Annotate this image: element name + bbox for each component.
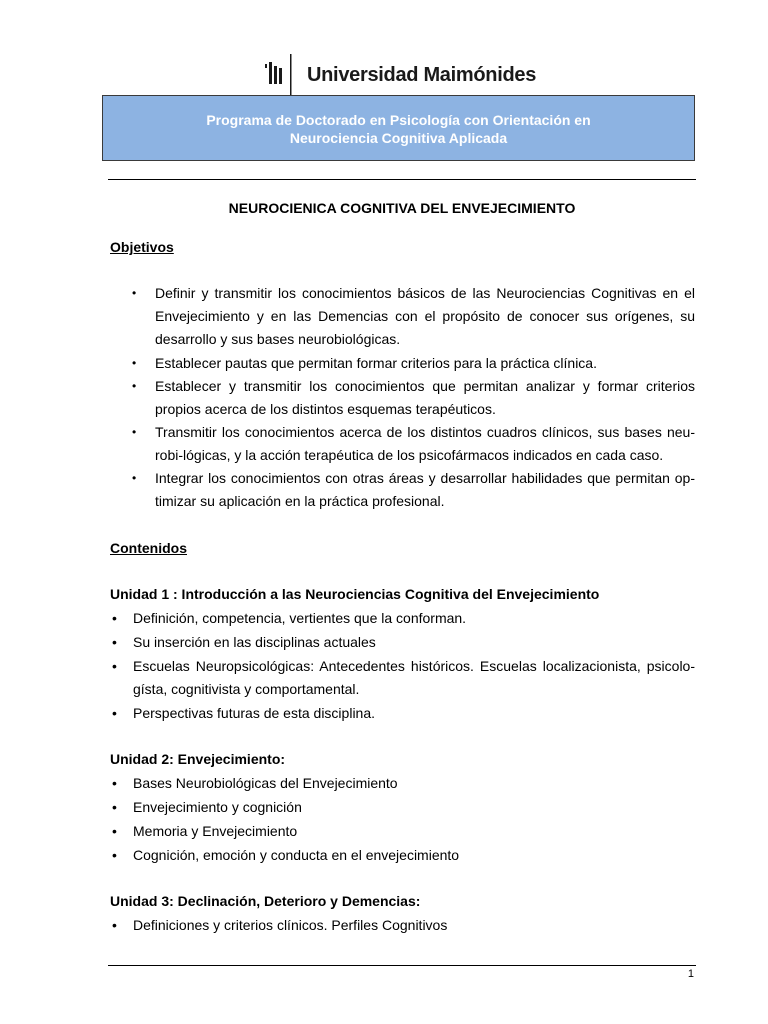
- contenido-item: Definiciones y criterios clínicos. Perfiles Cognitivos: [133, 917, 448, 933]
- contenido-bullet: •: [112, 634, 117, 650]
- contenido-item: Su inserción en las disciplinas actuales: [133, 634, 376, 650]
- contenido-bullet: •: [112, 775, 117, 791]
- objetivo-bullet: •: [132, 356, 137, 370]
- contenido-bullet: •: [112, 705, 117, 721]
- contenido-item: Escuelas Neuropsicológicas: Antecedentes históricos. Escuelas localizacionista, psicolo- gísta, cognitivista y comportamental.: [133, 658, 695, 697]
- contenido-item: Definición, competencia, vertientes que la conforman.: [133, 610, 467, 626]
- contenido-bullet: •: [112, 917, 117, 933]
- unidad-title: Unidad 3: Declinación, Deterioro y Demencias:: [110, 893, 421, 909]
- contenido-item: Bases Neurobiológicas del Envejecimiento: [133, 775, 398, 791]
- objetivo-item: Integrar los conocimientos con otras áreas y desarrollar habilidades que permitan op- timizar su aplicación en la práctica profesional.: [155, 470, 695, 509]
- objetivo-item: Transmitir los conocimientos acerca de los distintos cuadros clínicos, sus bases neu- robi-lógicas, y la acción terapéutica de los psicofármacos indicados en cada caso.: [155, 424, 695, 463]
- banner-line-1: Programa de Doctorado en Psicología con Orientación en: [206, 112, 591, 128]
- document-title: NEUROCIENICA COGNITIVA DEL ENVEJECIMIENTO: [228, 200, 576, 216]
- contenido-bullet: •: [112, 658, 117, 674]
- logo-text: Universidad Maimónides: [307, 63, 537, 86]
- objetivo-item: Definir y transmitir los conocimientos básicos de las Neurociencias Cognitivas en el Envejecimiento y en las Demencias con el propósito de conocer sus orígenes, su desarrollo y sus bases neurobiológicas.: [155, 285, 695, 347]
- contenido-bullet: •: [112, 610, 117, 626]
- objetivo-bullet: •: [132, 379, 137, 393]
- contenidos-heading: Contenidos: [110, 540, 187, 556]
- unidad-title: Unidad 2: Envejecimiento:: [110, 751, 286, 767]
- contenido-item: Perspectivas futuras de esta disciplina.: [133, 705, 376, 721]
- objetivo-bullet: •: [132, 471, 137, 485]
- unidad-title: Unidad 1 : Introducción a las Neurociencias Cognitiva del Envejecimiento: [110, 586, 600, 602]
- objetivo-bullet: •: [132, 425, 137, 439]
- objetivo-item: Establecer pautas que permitan formar criterios para la práctica clínica.: [155, 355, 597, 371]
- program-banner: [102, 95, 695, 161]
- contenido-bullet: •: [112, 823, 117, 839]
- objetivo-bullet: •: [132, 286, 137, 300]
- university-logo: [264, 54, 536, 96]
- banner-line-2: Neurociencia Cognitiva Aplicada: [289, 130, 508, 146]
- footer-divider: [108, 965, 696, 966]
- contenido-item: Cognición, emoción y conducta en el envejecimiento: [133, 847, 460, 863]
- page-number: 1: [687, 968, 694, 980]
- contenido-bullet: •: [112, 799, 117, 815]
- header-divider: [108, 179, 696, 180]
- objetivos-heading: Objetivos: [110, 239, 174, 255]
- contenido-item: Memoria y Envejecimiento: [133, 823, 298, 839]
- objetivo-item: Establecer y transmitir los conocimientos que permitan analizar y formar criterios propios acerca de los distintos esquemas terapéuticos.: [155, 378, 695, 417]
- contenido-item: Envejecimiento y cognición: [133, 799, 302, 815]
- logo-mark-icon: [264, 54, 298, 96]
- contenido-bullet: •: [112, 847, 117, 863]
